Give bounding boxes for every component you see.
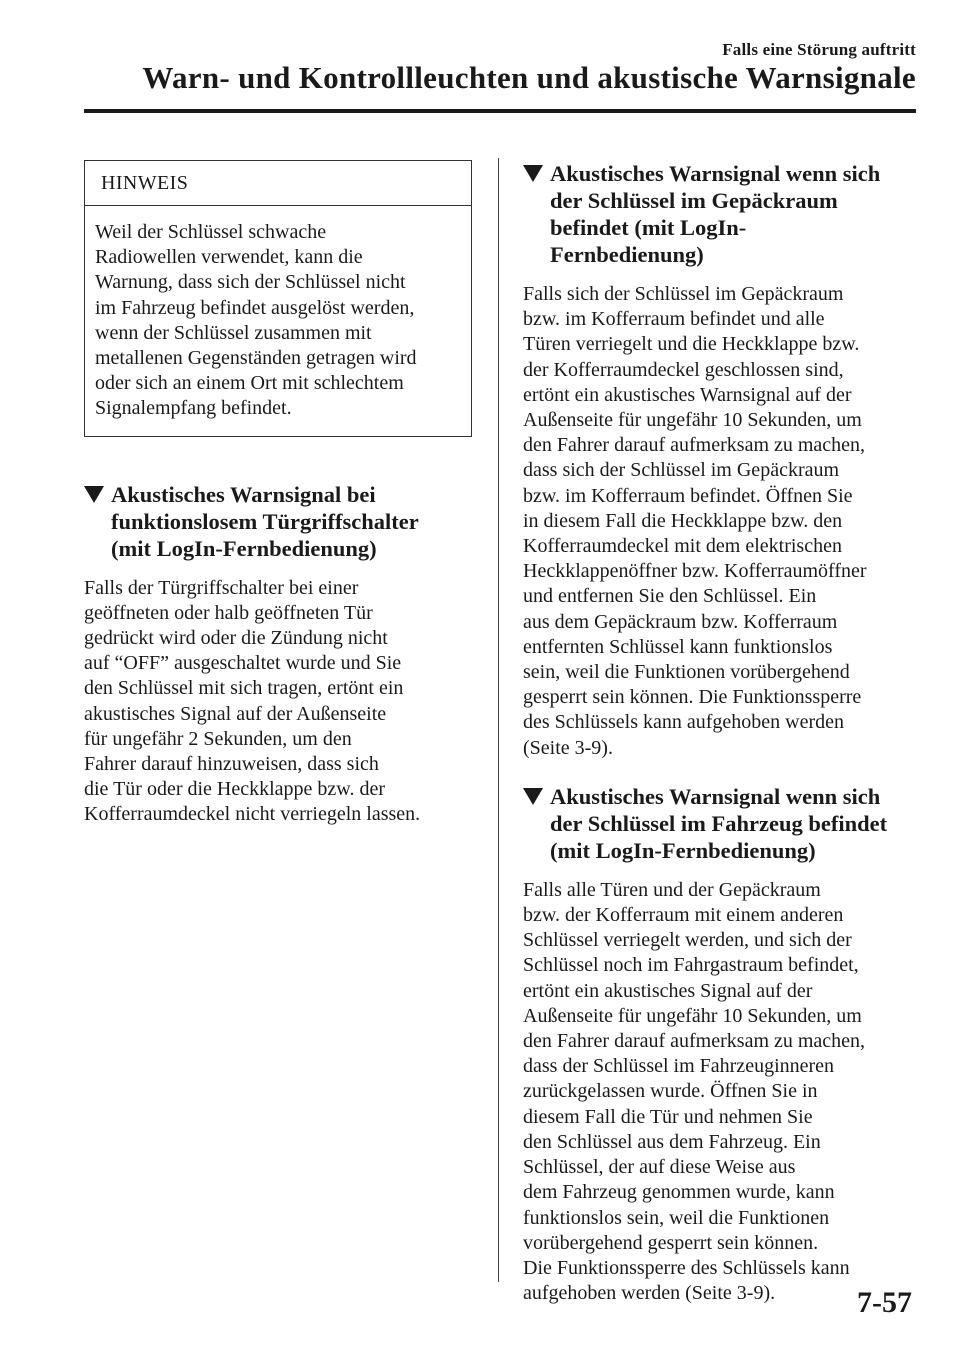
section-body: Falls sich der Schlüssel im Gepäckraum bzw. im Kofferraum befindet und alle Türen verriegelt und die Heckklappe bzw. der Kofferraumdeckel geschlossen sind, ertönt ein akustisches Warnsignal auf der Außenseite für ungefähr 10 Sekunden, um den Fahrer darauf aufmerksam zu machen, dass sich der Schlüssel im Gepäckraum bzw. im Kofferraum befindet. Öffnen Sie in diesem Fall die Heckklappe bzw. den Kofferraumdeckel mit dem elektrischen Heckklappenöffner bzw. Kofferraumöffner und entfernen Sie den Schlüssel. Ein aus dem Gepäckraum bzw. Kofferraum entfernten Schlüssel kann funktionslos sein, weil die Funktionen vorübergehend gesperrt sein können. Die Funktionssperre des Schlüssels kann aufgehoben werden (Seite 3-9). bbox=[523, 283, 867, 759]
section-heading bbox=[523, 783, 923, 864]
right-column bbox=[523, 160, 923, 1306]
section-body: Falls alle Türen und der Gepäckraum bzw. der Kofferraum mit einem anderen Schlüssel verriegelt werden, und sich der Schlüssel noch im Fahrgastraum befindet, ertönt ein akustisches Signal auf der Außenseite für ungefähr 10 Sekunden, um den Fahrer darauf aufmerksam zu machen, dass der Schlüssel im Fahrzeuginneren zurückgelassen wurde. Öffnen Sie in diesem Fall die Tür und nehmen Sie den Schlüssel aus dem Fahrzeug. Ein Schlüssel, der auf diese Weise aus dem Fahrzeug genommen wurde, kann funktionslos sein, weil die Funktionen vorübergehend gesperrt sein können. Die Funktionssperre des Schlüssels kann aufgehoben werden (Seite 3-9). bbox=[523, 878, 866, 1305]
note-line: oder sich an einem Ort mit schlechtem bbox=[95, 372, 404, 395]
left-column bbox=[84, 160, 474, 828]
section-heading bbox=[84, 481, 474, 562]
note-line: Radiowellen verwendet, kann die bbox=[95, 246, 363, 269]
note-line: Signalempfang befindet. bbox=[95, 397, 292, 420]
triangle-bullet-icon bbox=[523, 165, 543, 182]
column-divider bbox=[498, 158, 499, 1282]
note-heading: HINWEIS bbox=[85, 161, 471, 206]
section-heading bbox=[523, 160, 923, 268]
section-body: Falls der Türgriffschalter bei einer geöffneten oder halb geöffneten Tür gedrückt wird oder die Zündung nicht auf “OFF” ausgeschaltet wurde und Sie den Schlüssel mit sich tragen, ertönt ein akustisches Signal auf der Außenseite für ungefähr 2 Sekunden, um den Fahrer darauf hinzuweisen, dass sich die Tür oder die Heckklappe bzw. der Kofferraumdeckel nicht verriegeln lassen. bbox=[84, 576, 421, 826]
section-title: Akustisches Warnsignal wenn sich der Schlüssel im Gepäckraum befindet (mit LogIn- Fernbedienung) bbox=[550, 161, 881, 267]
section-door-handle bbox=[84, 481, 474, 828]
note-line: Weil der Schlüssel schwache bbox=[95, 221, 327, 243]
running-section-label: Falls eine Störung auftritt bbox=[722, 40, 916, 59]
note-body bbox=[85, 206, 471, 436]
chapter-title: Warn- und Kontrollleuchten und akustische Warnsignale bbox=[142, 60, 916, 95]
section-title: Akustisches Warnsignal bei funktionslosem Türgriffschalter (mit LogIn-Fernbedienung) bbox=[111, 481, 419, 561]
note-line: metallenen Gegenständen getragen wird bbox=[95, 347, 417, 370]
section-title: Akustisches Warnsignal wenn sich der Schlüssel im Fahrzeug befindet (mit LogIn-Fernbedienung) bbox=[550, 783, 888, 863]
note-line: im Fahrzeug befindet ausgelöst werden, bbox=[95, 296, 415, 319]
triangle-bullet-icon bbox=[523, 788, 543, 805]
note-line: wenn der Schlüssel zusammen mit bbox=[95, 321, 372, 344]
section-key-in-luggage bbox=[523, 160, 923, 761]
section-key-in-vehicle bbox=[523, 783, 923, 1306]
note-line: Warnung, dass sich der Schlüssel nicht bbox=[95, 271, 406, 294]
header-rule bbox=[84, 109, 916, 113]
note-box bbox=[84, 160, 472, 437]
page-number: 7-57 bbox=[857, 1286, 912, 1319]
triangle-bullet-icon bbox=[84, 486, 104, 503]
